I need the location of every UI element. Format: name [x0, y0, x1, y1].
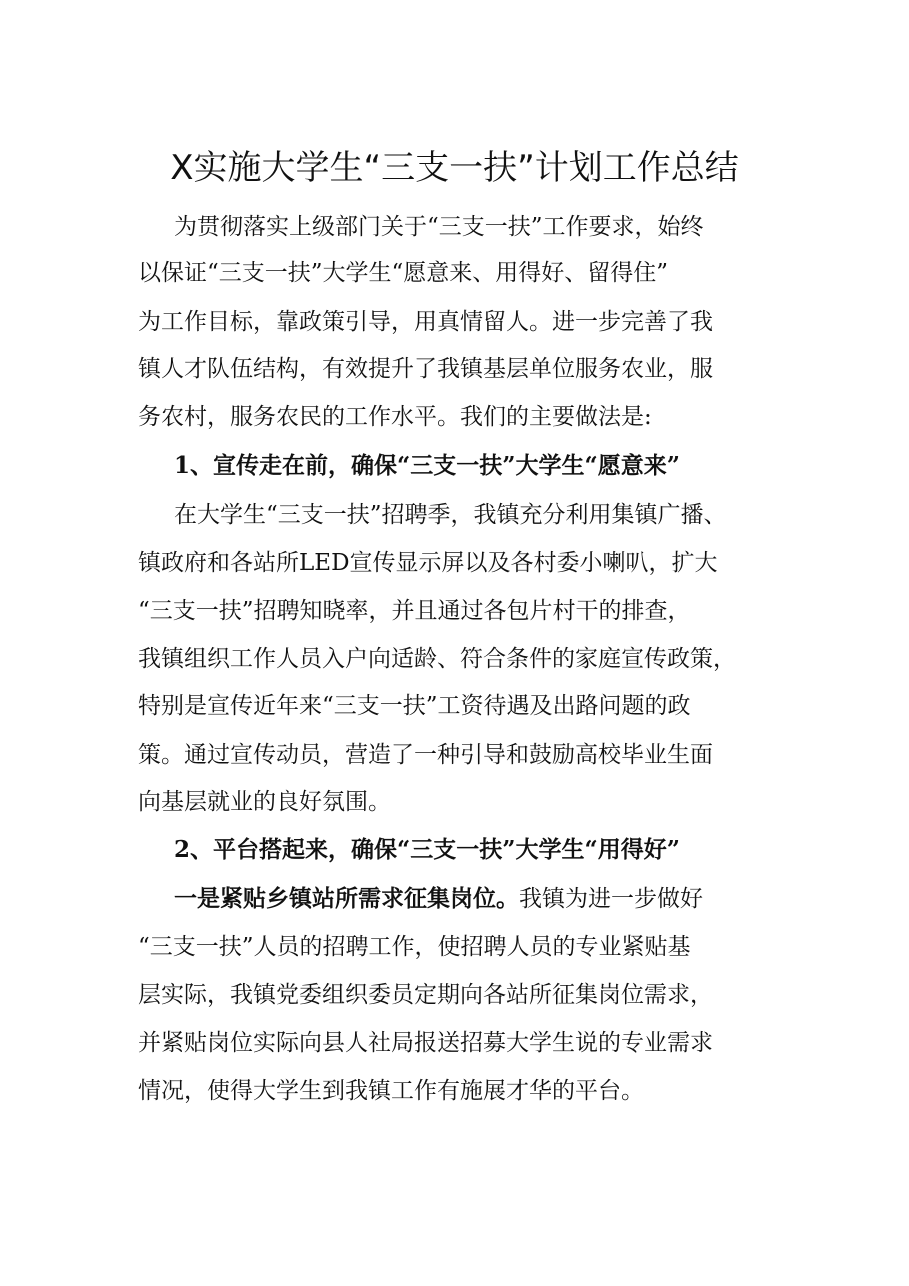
paragraph-1-line-2: 以保证“三支一扶”大学生“愿意来、用得好、留得住” [138, 260, 669, 286]
paragraph-2-line-1: 在大学生“三支一扶”招聘季，我镇充分利用集镇广播、 [174, 502, 727, 528]
section-heading-1: 1、宣传走在前，确保“三支一扶”大学生“愿意来” [174, 452, 680, 479]
paragraph-1-line-4: 镇人才队伍结构，有效提升了我镇基层单位服务农业，服 [138, 356, 713, 382]
paragraph-3-line-4: 并紧贴岗位实际向县人社局报送招募大学生说的专业需求 [138, 1030, 713, 1056]
paragraph-3-line-1 [174, 879, 703, 919]
paragraph-1-line-1: 为贯彻落实上级部门关于“三支一扶”工作要求，始终 [174, 214, 704, 240]
document-title: X实施大学生“三支一扶”计划工作总结 [170, 148, 739, 188]
paragraph-2-line-7: 向基层就业的良好氛围。 [138, 789, 391, 815]
paragraph-3-lead-bold: 一是紧贴乡镇站所需求征集岗位。 [174, 885, 519, 912]
paragraph-3-line-2: “三支一扶”人员的招聘工作，使招聘人员的专业紧贴基 [138, 934, 691, 960]
paragraph-1-line-3: 为工作目标，靠政策引导，用真情留人。进一步完善了我 [138, 309, 713, 335]
paragraph-3-lead-rest: 我镇为进一步做好 [519, 886, 703, 912]
paragraph-2-line-3: “三支一扶”招聘知晓率，并且通过各包片村干的排查， [138, 598, 691, 624]
paragraph-3-line-3: 层实际，我镇党委组织委员定期向各站所征集岗位需求， [138, 982, 713, 1008]
section-heading-2: 2、平台搭起来，确保“三支一扶”大学生“用得好” [174, 836, 680, 863]
paragraph-2-line-4: 我镇组织工作人员入户向适龄、符合条件的家庭宣传政策， [138, 646, 736, 672]
paragraph-2-line-5: 特别是宣传近年来“三支一扶”工资待遇及出路问题的政 [138, 693, 691, 719]
paragraph-1-line-5: 务农村，服务农民的工作水平。我们的主要做法是: [138, 404, 652, 430]
paragraph-3-line-5: 情况，使得大学生到我镇工作有施展才华的平台。 [138, 1078, 644, 1104]
paragraph-2-line-2: 镇政府和各站所LED宣传显示屏以及各村委小喇叭，扩大 [138, 550, 718, 576]
paragraph-2-line-6: 策。通过宣传动员，营造了一种引导和鼓励高校毕业生面 [138, 742, 713, 768]
